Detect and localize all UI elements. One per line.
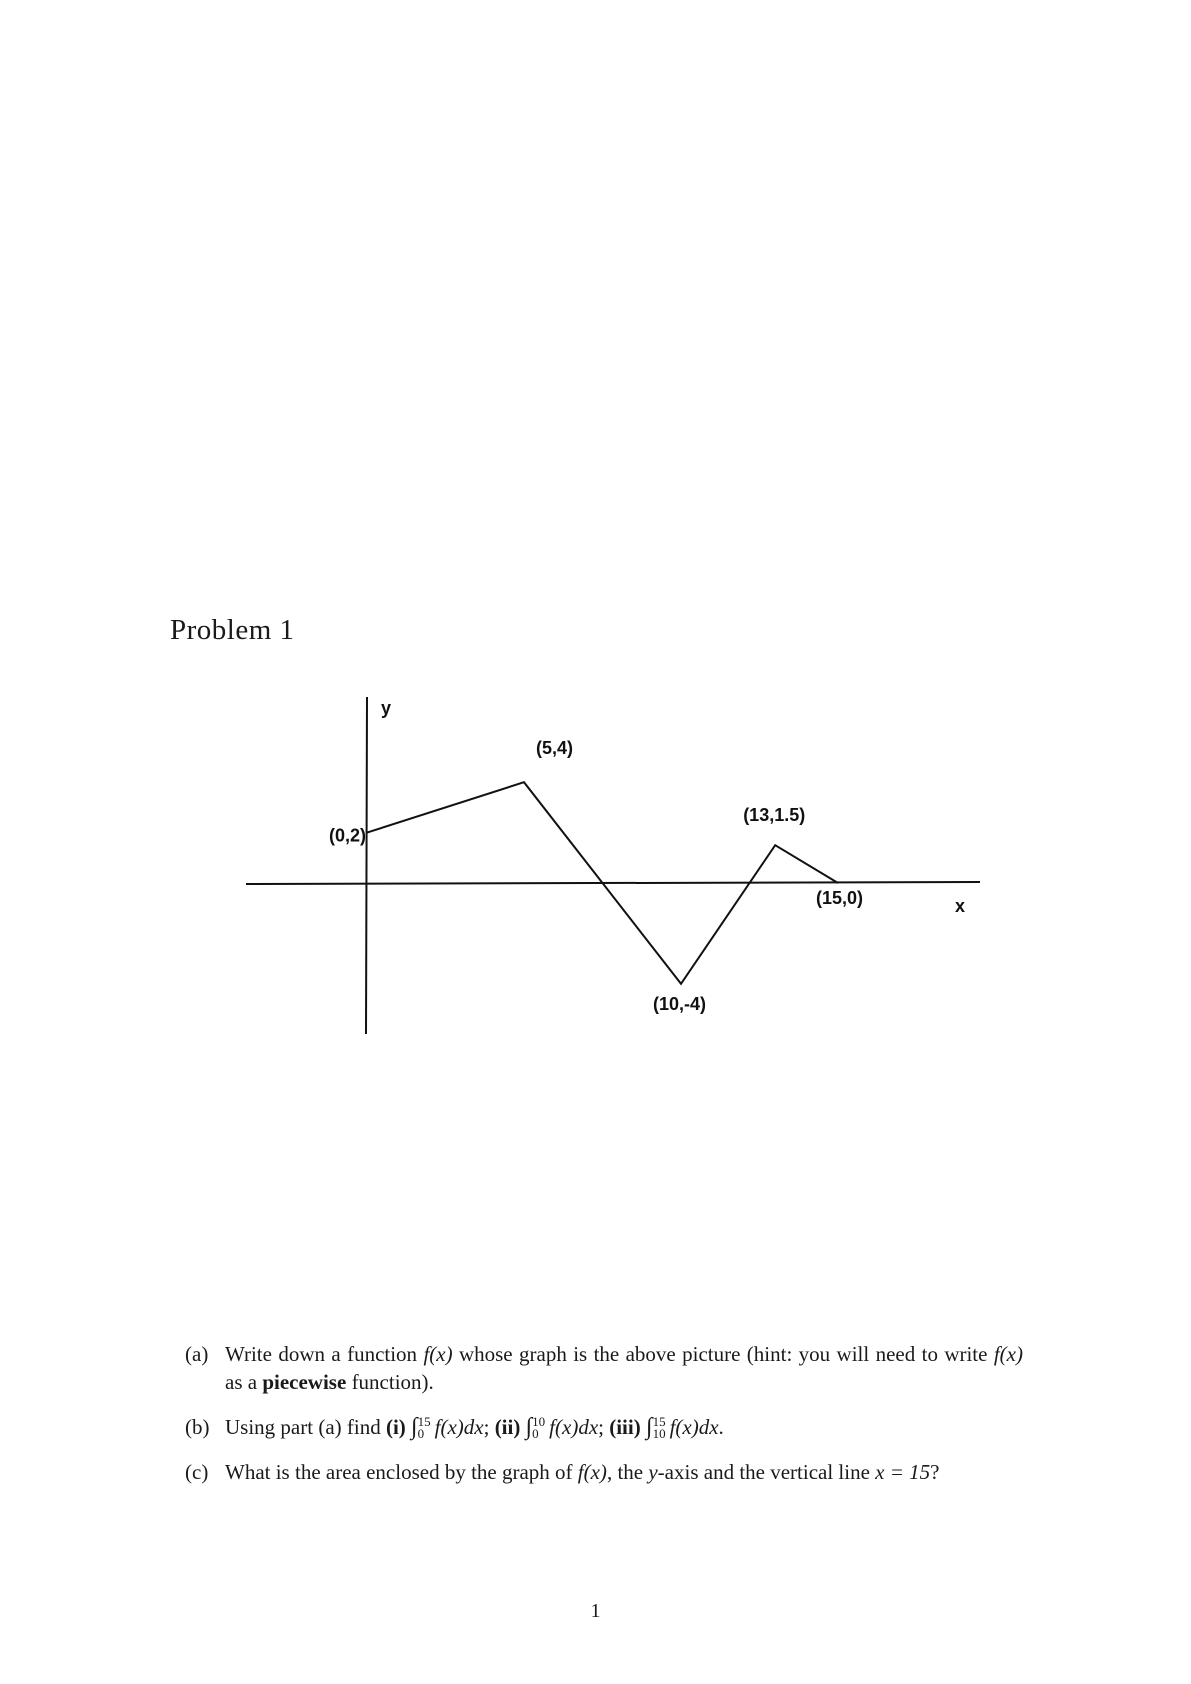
point-label-15-0: (15,0) <box>816 888 864 908</box>
upper-limit: 15 <box>417 1414 431 1430</box>
problem-heading: Problem 1 <box>170 614 295 646</box>
text-run: function). <box>346 1370 434 1394</box>
part-b-text <box>225 1413 1023 1441</box>
math-fx: f(x) <box>423 1342 453 1366</box>
integral-sign-icon: ∫ <box>645 1414 653 1440</box>
subpart-i-label: (i) <box>385 1415 406 1439</box>
y-axis-label: y <box>381 698 392 718</box>
emphasis-piecewise: piecewise <box>262 1370 347 1394</box>
lower-limit: 10 <box>652 1426 666 1442</box>
text-run: Write down a function <box>225 1342 424 1366</box>
text-run: ; <box>598 1415 610 1439</box>
math-integrand: f(x)dx <box>549 1415 599 1439</box>
text-run: as a <box>225 1370 263 1394</box>
lower-limit: 0 <box>532 1426 539 1442</box>
lower-limit: 0 <box>417 1426 425 1442</box>
subpart-iii-label: (iii) <box>609 1415 641 1439</box>
upper-limit: 15 <box>652 1414 666 1430</box>
part-c-tag: (c) <box>185 1460 209 1485</box>
text-run: Using part (a) find <box>225 1415 386 1439</box>
part-a <box>185 1340 1023 1396</box>
part-a-tag: (a) <box>185 1342 209 1366</box>
point-label-10-neg4: (10,-4) <box>653 993 707 1014</box>
x-axis <box>246 882 980 884</box>
point-label-13-1.5: (13,1.5) <box>743 805 806 826</box>
subpart-ii-label: (ii) <box>494 1415 521 1439</box>
math-integrand: f(x)dx <box>434 1415 484 1439</box>
text-run: -axis and the vertical line <box>657 1460 876 1485</box>
math-x-equals-15: x = 15 <box>875 1460 931 1485</box>
text-run: What is the area enclosed by the graph of <box>225 1460 578 1485</box>
problem-parts <box>185 1340 1023 1503</box>
integral-limits <box>418 1416 431 1440</box>
part-c-text <box>225 1458 1023 1486</box>
text-run: . <box>718 1415 724 1439</box>
math-fx: f(x) <box>577 1460 607 1485</box>
integral-limits <box>532 1416 545 1440</box>
point-label-5-4: (5,4) <box>536 738 574 759</box>
x-axis-label: x <box>955 896 966 916</box>
part-b-tag: (b) <box>185 1415 210 1439</box>
part-c <box>185 1458 1023 1486</box>
part-a-text <box>225 1340 1023 1396</box>
point-label-0-2: (0,2) <box>329 825 367 846</box>
part-b <box>185 1413 1023 1441</box>
integral-limits <box>653 1416 666 1440</box>
integral-sign-icon: ∫ <box>525 1414 533 1440</box>
text-run: ; <box>483 1415 495 1439</box>
math-y: y <box>648 1460 658 1485</box>
math-integrand: f(x)dx <box>669 1415 719 1439</box>
text-run: , the <box>606 1460 649 1485</box>
page-number: 1 <box>590 1600 601 1622</box>
text-run: whose graph is the above picture (hint: you will need to write <box>452 1342 994 1366</box>
upper-limit: 10 <box>532 1414 546 1430</box>
text-run: ? <box>930 1460 940 1485</box>
y-axis <box>366 697 367 1034</box>
integral-sign-icon: ∫ <box>411 1414 418 1440</box>
math-fx: f(x) <box>993 1342 1023 1366</box>
